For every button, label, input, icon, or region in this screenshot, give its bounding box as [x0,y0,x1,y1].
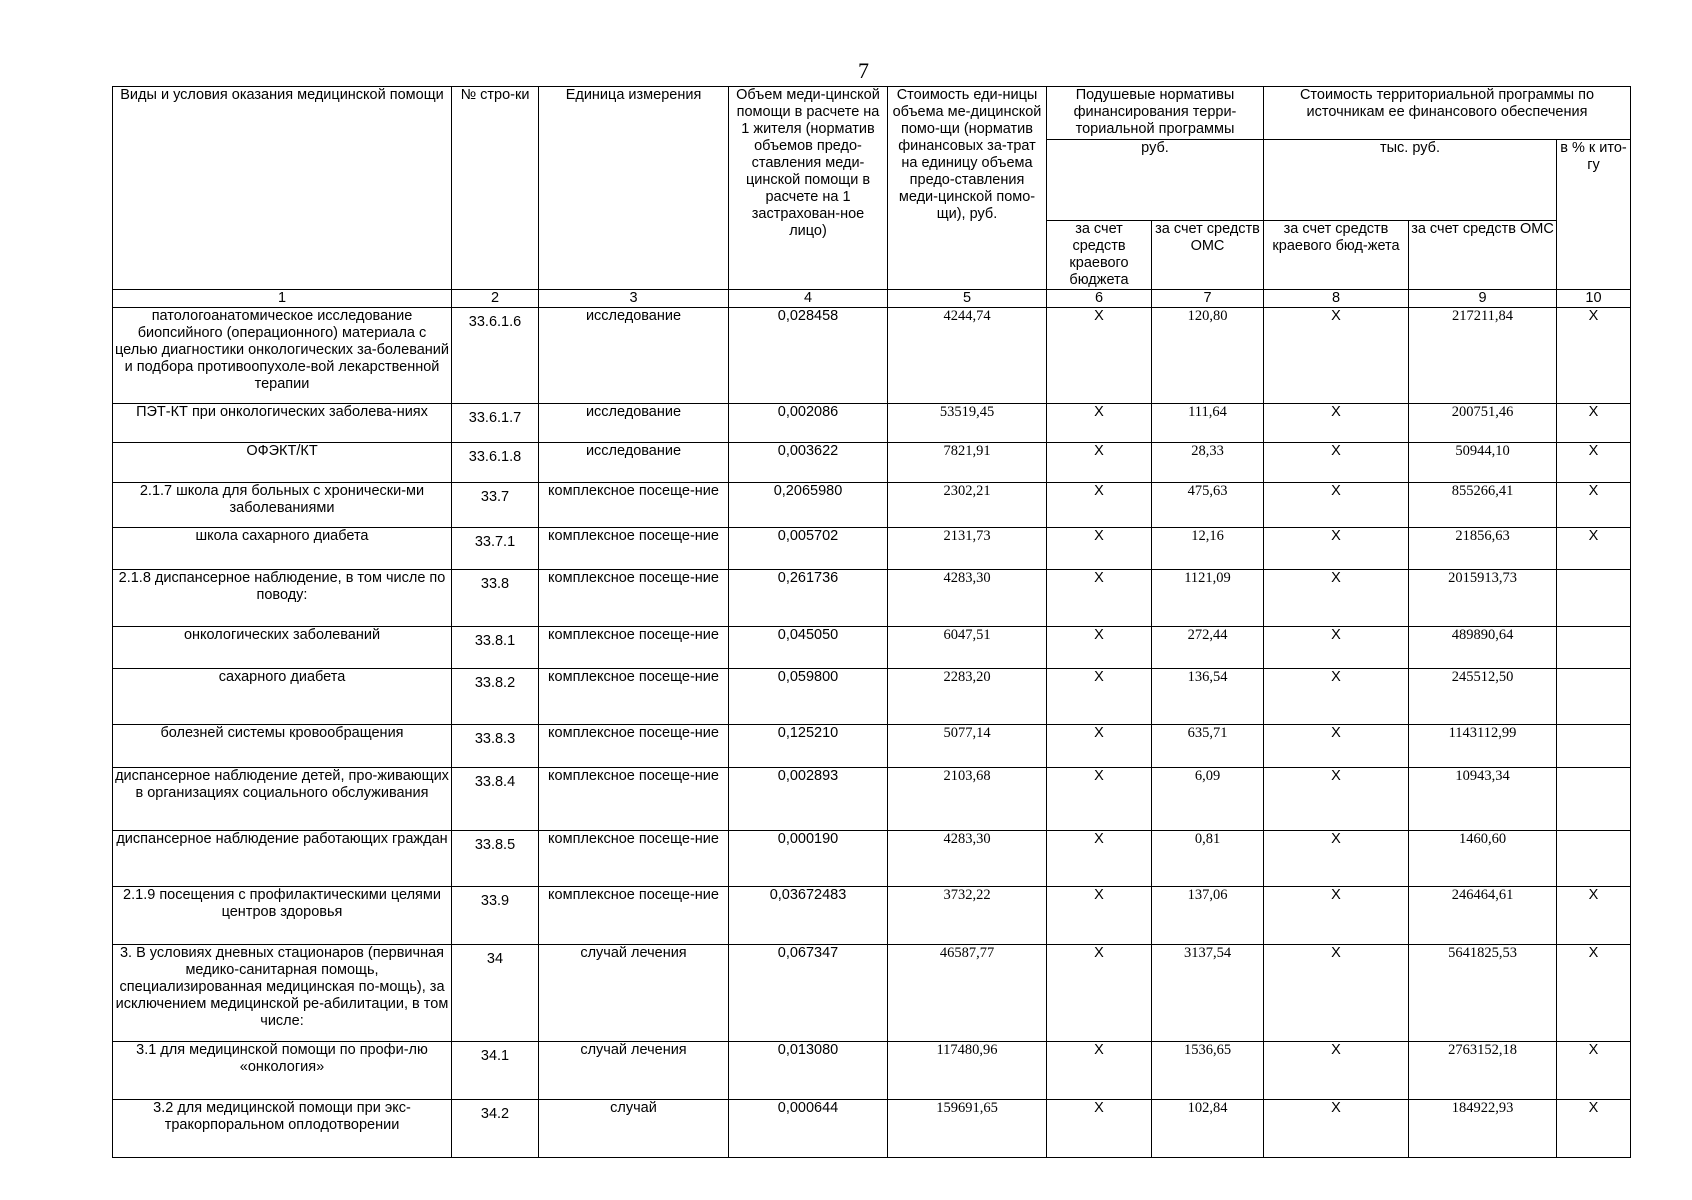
row-line-number: 33.7.1 [452,528,539,570]
row-total-oms: 50944,10 [1409,443,1557,483]
header-volume: Объем меди-цинской помощи в расчете на 1 жителя (норматив объемов предо-ставления меди-цинской помощи в расчете на 1 застрахован-ное лицо) [729,87,888,290]
row-unit: исследование [539,404,729,443]
row-unit: комплексное посеще-ние [539,570,729,627]
row-total-oms: 489890,64 [1409,627,1557,669]
row-unit-cost: 3732,22 [888,887,1047,945]
row-unit: комплексное посеще-ние [539,483,729,528]
row-unit: комплексное посеще-ние [539,887,729,945]
row-per-capita-budget: X [1047,1042,1152,1100]
row-per-capita-oms: 120,80 [1152,308,1264,404]
row-total-oms: 855266,41 [1409,483,1557,528]
row-line-number: 33.8.4 [452,768,539,831]
column-number: 2 [452,290,539,308]
row-unit-cost: 159691,65 [888,1100,1047,1158]
row-name: 2.1.7 школа для больных с хронически-ми заболеваниями [113,483,452,528]
row-name: школа сахарного диабета [113,528,452,570]
row-per-capita-oms: 1536,65 [1152,1042,1264,1100]
row-line-number: 34.1 [452,1042,539,1100]
row-volume: 0,003622 [729,443,888,483]
row-name: патологоанатомическое исследование биопсийного (операционного) материала с целью диагностики онкологических за-болеваний и подбора противоопухоле-вой лекарственной терапии [113,308,452,404]
row-volume: 0,002086 [729,404,888,443]
row-line-number: 33.9 [452,887,539,945]
row-per-capita-oms: 475,63 [1152,483,1264,528]
row-per-capita-budget: X [1047,725,1152,768]
row-per-capita-budget: X [1047,443,1152,483]
column-number: 3 [539,290,729,308]
header-percent: в % к ито-гу [1557,140,1631,290]
row-total-oms: 184922,93 [1409,1100,1557,1158]
column-number: 10 [1557,290,1631,308]
column-number: 8 [1264,290,1409,308]
row-volume: 0,059800 [729,669,888,725]
row-unit-cost: 2302,21 [888,483,1047,528]
row-unit: комплексное посеще-ние [539,831,729,887]
row-unit-cost: 46587,77 [888,945,1047,1042]
column-number: 5 [888,290,1047,308]
row-unit-cost: 4283,30 [888,831,1047,887]
row-per-capita-budget: X [1047,308,1152,404]
table-row [113,528,1631,570]
row-line-number: 33.6.1.8 [452,443,539,483]
row-volume: 0,03672483 [729,887,888,945]
header-total-budget: за счет средств краевого бюд-жета [1264,221,1409,290]
row-per-capita-oms: 28,33 [1152,443,1264,483]
row-name: онкологических заболеваний [113,627,452,669]
header-unit-cost: Стоимость еди-ницы объема ме-дицинской помо-щи (норматив финансовых за-трат на единицу объема предо-ставления меди-цинской помо-щи), руб. [888,87,1047,290]
row-total-oms: 1460,60 [1409,831,1557,887]
row-percent [1557,725,1631,768]
table-row [113,831,1631,887]
row-per-capita-budget: X [1047,404,1152,443]
table-row [113,768,1631,831]
row-volume: 0,125210 [729,725,888,768]
row-total-budget: X [1264,725,1409,768]
row-total-oms: 217211,84 [1409,308,1557,404]
table-row [113,887,1631,945]
header-program-cost-group: Стоимость территориальной программы по источникам ее финансового обеспечения [1264,87,1631,140]
row-percent: X [1557,887,1631,945]
row-per-capita-oms: 137,06 [1152,887,1264,945]
row-per-capita-oms: 1121,09 [1152,570,1264,627]
column-number: 9 [1409,290,1557,308]
row-unit: случай [539,1100,729,1158]
row-total-oms: 245512,50 [1409,669,1557,725]
row-unit: комплексное посеще-ние [539,725,729,768]
row-percent [1557,768,1631,831]
row-per-capita-budget: X [1047,570,1152,627]
header-total-oms: за счет средств ОМС [1409,221,1557,290]
row-unit: комплексное посеще-ние [539,528,729,570]
row-name: ОФЭКТ/КТ [113,443,452,483]
row-total-oms: 2763152,18 [1409,1042,1557,1100]
row-percent: X [1557,308,1631,404]
row-unit-cost: 7821,91 [888,443,1047,483]
row-per-capita-oms: 635,71 [1152,725,1264,768]
row-per-capita-budget: X [1047,627,1152,669]
row-line-number: 33.8.5 [452,831,539,887]
row-unit-cost: 53519,45 [888,404,1047,443]
row-total-oms: 5641825,53 [1409,945,1557,1042]
row-total-budget: X [1264,570,1409,627]
header-type: Виды и условия оказания медицинской помощи [113,87,452,290]
row-name: диспансерное наблюдение детей, про-живающих в организациях социального обслуживания [113,768,452,831]
row-line-number: 33.8.1 [452,627,539,669]
header-per-capita-group: Подушевые нормативы финансирования терри-ториальной программы [1047,87,1264,140]
row-total-oms: 21856,63 [1409,528,1557,570]
table-row [113,443,1631,483]
row-unit: исследование [539,308,729,404]
row-per-capita-budget: X [1047,887,1152,945]
row-total-oms: 2015913,73 [1409,570,1557,627]
row-per-capita-oms: 102,84 [1152,1100,1264,1158]
row-name: 2.1.8 диспансерное наблюдение, в том числе по поводу: [113,570,452,627]
row-line-number: 33.8.3 [452,725,539,768]
row-volume: 0,005702 [729,528,888,570]
row-percent: X [1557,404,1631,443]
row-total-oms: 246464,61 [1409,887,1557,945]
row-volume: 0,000190 [729,831,888,887]
row-unit: комплексное посеще-ние [539,627,729,669]
table-row [113,570,1631,627]
row-name: ПЭТ-КТ при онкологических заболева-ниях [113,404,452,443]
row-total-budget: X [1264,768,1409,831]
row-per-capita-budget: X [1047,528,1152,570]
table-row [113,483,1631,528]
row-percent: X [1557,443,1631,483]
row-unit: исследование [539,443,729,483]
table-row [113,725,1631,768]
row-name: болезней системы кровообращения [113,725,452,768]
header-unit-thousand-rub: тыс. руб. [1264,140,1557,221]
row-percent: X [1557,483,1631,528]
row-volume: 0,2065980 [729,483,888,528]
table-row [113,627,1631,669]
row-per-capita-budget: X [1047,768,1152,831]
header-line-number: № стро-ки [452,87,539,290]
row-volume: 0,067347 [729,945,888,1042]
header-per-capita-budget: за счет средств краевого бюджета [1047,221,1152,290]
table-row [113,669,1631,725]
row-unit: комплексное посеще-ние [539,669,729,725]
row-total-budget: X [1264,887,1409,945]
row-volume: 0,261736 [729,570,888,627]
row-total-budget: X [1264,945,1409,1042]
table-row [113,1100,1631,1158]
row-line-number: 34 [452,945,539,1042]
row-per-capita-budget: X [1047,483,1152,528]
row-line-number: 33.6.1.7 [452,404,539,443]
row-per-capita-oms: 136,54 [1152,669,1264,725]
row-total-oms: 10943,34 [1409,768,1557,831]
row-unit-cost: 2283,20 [888,669,1047,725]
row-per-capita-budget: X [1047,669,1152,725]
row-line-number: 33.8.2 [452,669,539,725]
row-name: сахарного диабета [113,669,452,725]
row-volume: 0,002893 [729,768,888,831]
row-per-capita-budget: X [1047,1100,1152,1158]
row-total-oms: 200751,46 [1409,404,1557,443]
row-percent [1557,570,1631,627]
row-name: 2.1.9 посещения с профилактическими целями центров здоровья [113,887,452,945]
row-name: диспансерное наблюдение работающих граждан [113,831,452,887]
header-per-capita-oms: за счет средств ОМС [1152,221,1264,290]
header-unit-rub: руб. [1047,140,1264,221]
table-row [113,404,1631,443]
row-total-budget: X [1264,831,1409,887]
row-volume: 0,028458 [729,308,888,404]
row-volume: 0,045050 [729,627,888,669]
row-per-capita-oms: 12,16 [1152,528,1264,570]
row-percent: X [1557,528,1631,570]
row-name: 3.2 для медицинской помощи при экс-тракорпоральном оплодотворении [113,1100,452,1158]
table-row [113,1042,1631,1100]
table-row [113,308,1631,404]
row-unit-cost: 2103,68 [888,768,1047,831]
column-number: 4 [729,290,888,308]
row-total-budget: X [1264,1042,1409,1100]
row-per-capita-oms: 3137,54 [1152,945,1264,1042]
row-percent: X [1557,945,1631,1042]
row-percent: X [1557,1042,1631,1100]
column-number: 1 [113,290,452,308]
column-number: 7 [1152,290,1264,308]
header-unit: Единица измерения [539,87,729,290]
page-number: 7 [858,58,869,83]
row-total-budget: X [1264,669,1409,725]
row-line-number: 33.6.1.6 [452,308,539,404]
row-per-capita-oms: 111,64 [1152,404,1264,443]
row-line-number: 33.8 [452,570,539,627]
row-percent: X [1557,1100,1631,1158]
table-row [113,945,1631,1042]
row-total-budget: X [1264,404,1409,443]
financing-table [112,86,1631,1158]
row-unit-cost: 4244,74 [888,308,1047,404]
row-unit: комплексное посеще-ние [539,768,729,831]
row-unit: случай лечения [539,1042,729,1100]
row-total-budget: X [1264,308,1409,404]
column-number: 6 [1047,290,1152,308]
row-total-budget: X [1264,483,1409,528]
row-unit-cost: 2131,73 [888,528,1047,570]
row-per-capita-budget: X [1047,945,1152,1042]
row-line-number: 34.2 [452,1100,539,1158]
row-total-budget: X [1264,443,1409,483]
row-percent [1557,831,1631,887]
row-total-budget: X [1264,1100,1409,1158]
row-unit-cost: 5077,14 [888,725,1047,768]
row-total-budget: X [1264,627,1409,669]
row-name: 3.1 для медицинской помощи по профи-лю «онкология» [113,1042,452,1100]
row-percent [1557,627,1631,669]
row-name: 3. В условиях дневных стационаров (первичная медико-санитарная помощь, специализированная медицинская по-мощь), за исключением медицинской ре-абилитации, в том числе: [113,945,452,1042]
row-total-oms: 1143112,99 [1409,725,1557,768]
row-per-capita-oms: 0,81 [1152,831,1264,887]
row-volume: 0,013080 [729,1042,888,1100]
row-unit: случай лечения [539,945,729,1042]
row-unit-cost: 6047,51 [888,627,1047,669]
row-volume: 0,000644 [729,1100,888,1158]
row-per-capita-oms: 272,44 [1152,627,1264,669]
row-percent [1557,669,1631,725]
row-unit-cost: 4283,30 [888,570,1047,627]
row-per-capita-budget: X [1047,831,1152,887]
row-line-number: 33.7 [452,483,539,528]
row-per-capita-oms: 6,09 [1152,768,1264,831]
row-unit-cost: 117480,96 [888,1042,1047,1100]
row-total-budget: X [1264,528,1409,570]
